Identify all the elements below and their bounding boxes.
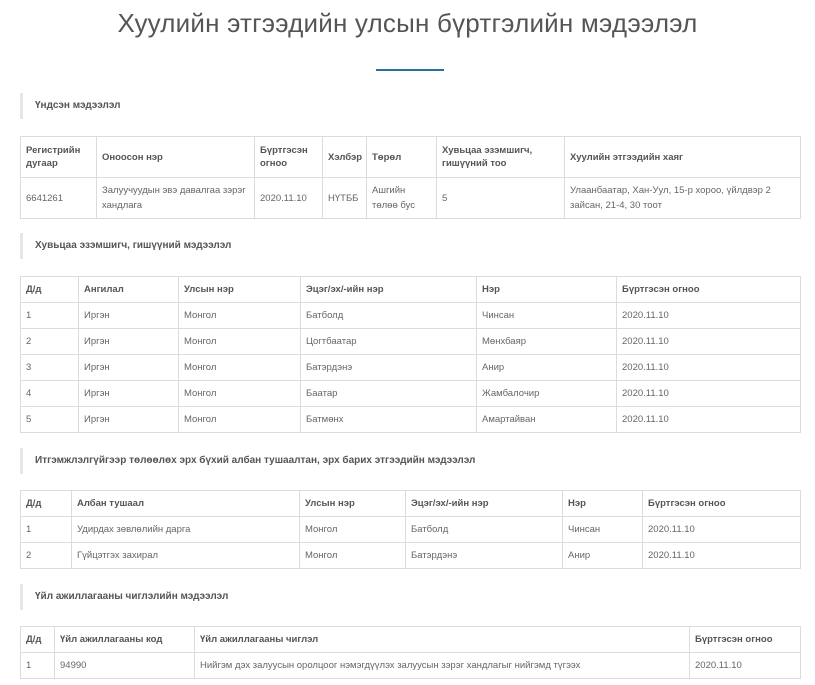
column-header: Хувьцаа эзэмшигч, гишүүний тоо <box>437 137 565 178</box>
table-cell: 2 <box>21 329 79 355</box>
column-header: Оноосон нэр <box>97 137 255 178</box>
table-cell: Чинсан <box>563 517 643 543</box>
column-header: Хэлбэр <box>323 137 367 178</box>
table-cell: 1 <box>21 517 72 543</box>
table-cell: Батболд <box>406 517 563 543</box>
table-row <box>21 178 801 219</box>
column-header: Д/д <box>21 627 55 653</box>
column-header: Ангилал <box>79 277 179 303</box>
table-cell: Иргэн <box>79 329 179 355</box>
table-cell: Иргэн <box>79 303 179 329</box>
table-cell: 2020.11.10 <box>617 381 801 407</box>
table-cell: Гүйцэтгэх захирал <box>72 543 300 569</box>
table-cell: НҮТББ <box>323 178 367 219</box>
table-cell: 2020.11.10 <box>617 303 801 329</box>
table-cell: Монгол <box>179 355 301 381</box>
table-cell: Анир <box>477 355 617 381</box>
table-row <box>21 653 801 679</box>
table-cell: Батэрдэнэ <box>301 355 477 381</box>
table-header-row <box>21 277 801 303</box>
table-cell: 2020.11.10 <box>617 355 801 381</box>
table-cell: 2020.11.10 <box>690 653 801 679</box>
table-cell: Иргэн <box>79 381 179 407</box>
table-cell: 6641261 <box>21 178 97 219</box>
table-cell: Монгол <box>179 303 301 329</box>
table-cell: 3 <box>21 355 79 381</box>
column-header: Бүртгэсэн огноо <box>255 137 323 178</box>
column-header: Төрөл <box>367 137 437 178</box>
table-cell: Амартайван <box>477 407 617 433</box>
column-header: Нэр <box>563 491 643 517</box>
table-cell: Цогтбаатар <box>301 329 477 355</box>
table-cell: Мөнхбаяр <box>477 329 617 355</box>
section-title-shareholders: Хувьцаа эзэмшигч, гишүүний мэдээлэл <box>20 233 800 259</box>
title-underline <box>376 69 444 71</box>
column-header: Д/д <box>21 277 79 303</box>
table-header-row <box>21 491 801 517</box>
column-header: Д/д <box>21 491 72 517</box>
table-cell: Иргэн <box>79 407 179 433</box>
table-cell: 2020.11.10 <box>617 329 801 355</box>
section-title-basic: Үндсэн мэдээлэл <box>20 93 800 119</box>
section-title-activities: Үйл ажиллагааны чиглэлийн мэдээлэл <box>20 584 800 610</box>
table-cell: Баатар <box>301 381 477 407</box>
officials-table <box>20 490 801 569</box>
table-header-row <box>21 137 801 178</box>
table-header-row <box>21 627 801 653</box>
table-cell: Залуучуудын эвэ давалгаа зэрэг хандлага <box>97 178 255 219</box>
table-row <box>21 543 801 569</box>
table-cell: Чинсан <box>477 303 617 329</box>
column-header: Бүртгэсэн огноо <box>617 277 801 303</box>
column-header: Улсын нэр <box>300 491 406 517</box>
table-cell: 2020.11.10 <box>255 178 323 219</box>
table-row <box>21 517 801 543</box>
table-cell: Батболд <box>301 303 477 329</box>
column-header: Албан тушаал <box>72 491 300 517</box>
activities-table <box>20 626 801 679</box>
table-row <box>21 407 801 433</box>
table-row <box>21 381 801 407</box>
column-header: Бүртгэсэн огноо <box>690 627 801 653</box>
column-header: Хуулийн этгээдийн хаяг <box>565 137 801 178</box>
table-cell: 2020.11.10 <box>617 407 801 433</box>
page-title: Хуулийн этгээдийн улсын бүртгэлийн мэдээлэл <box>117 8 698 38</box>
table-cell: Ашгийн төлөө бус <box>367 178 437 219</box>
table-cell: 1 <box>21 303 79 329</box>
table-cell: Батмөнх <box>301 407 477 433</box>
table-cell: 2 <box>21 543 72 569</box>
table-cell: Монгол <box>179 407 301 433</box>
table-cell: 4 <box>21 381 79 407</box>
table-cell: Батэрдэнэ <box>406 543 563 569</box>
column-header: Эцэг/эх/-ийн нэр <box>301 277 477 303</box>
column-header: Үйл ажиллагааны чиглэл <box>195 627 690 653</box>
table-cell: 5 <box>21 407 79 433</box>
table-cell: Монгол <box>300 517 406 543</box>
table-cell: 2020.11.10 <box>643 543 801 569</box>
column-header: Эцэг/эх/-ийн нэр <box>406 491 563 517</box>
table-cell: 1 <box>21 653 55 679</box>
table-cell: Иргэн <box>79 355 179 381</box>
shareholders-table <box>20 276 801 433</box>
table-row <box>21 329 801 355</box>
column-header: Үйл ажиллагааны код <box>55 627 195 653</box>
column-header: Улсын нэр <box>179 277 301 303</box>
table-row <box>21 303 801 329</box>
table-cell: Нийгэм дэх залуусын оролцоог нэмэгдүүлэх залуусын зэрэг хандлагыг нийгэмд түгээх <box>195 653 690 679</box>
section-title-officials: Итгэмжлэлгүйгээр төлөөлөх эрх бүхий албан тушаалтан, эрх барих этгээдийн мэдээлэл <box>20 448 800 474</box>
table-cell: Монгол <box>179 381 301 407</box>
column-header: Бүртгэсэн огноо <box>643 491 801 517</box>
table-cell: 5 <box>437 178 565 219</box>
table-cell: Монгол <box>300 543 406 569</box>
basic-info-table <box>20 136 801 219</box>
table-cell: Монгол <box>179 329 301 355</box>
table-row <box>21 355 801 381</box>
table-cell: 94990 <box>55 653 195 679</box>
table-cell: Жамбалочир <box>477 381 617 407</box>
table-cell: Улаанбаатар, Хан-Уул, 15-р хороо, үйлдвэр 2 зайсан, 21-4, 30 тоот <box>565 178 801 219</box>
column-header: Нэр <box>477 277 617 303</box>
column-header: Регистрийн дугаар <box>21 137 97 178</box>
table-cell: Удирдах зөвлөлийн дарга <box>72 517 300 543</box>
table-cell: 2020.11.10 <box>643 517 801 543</box>
table-cell: Анир <box>563 543 643 569</box>
